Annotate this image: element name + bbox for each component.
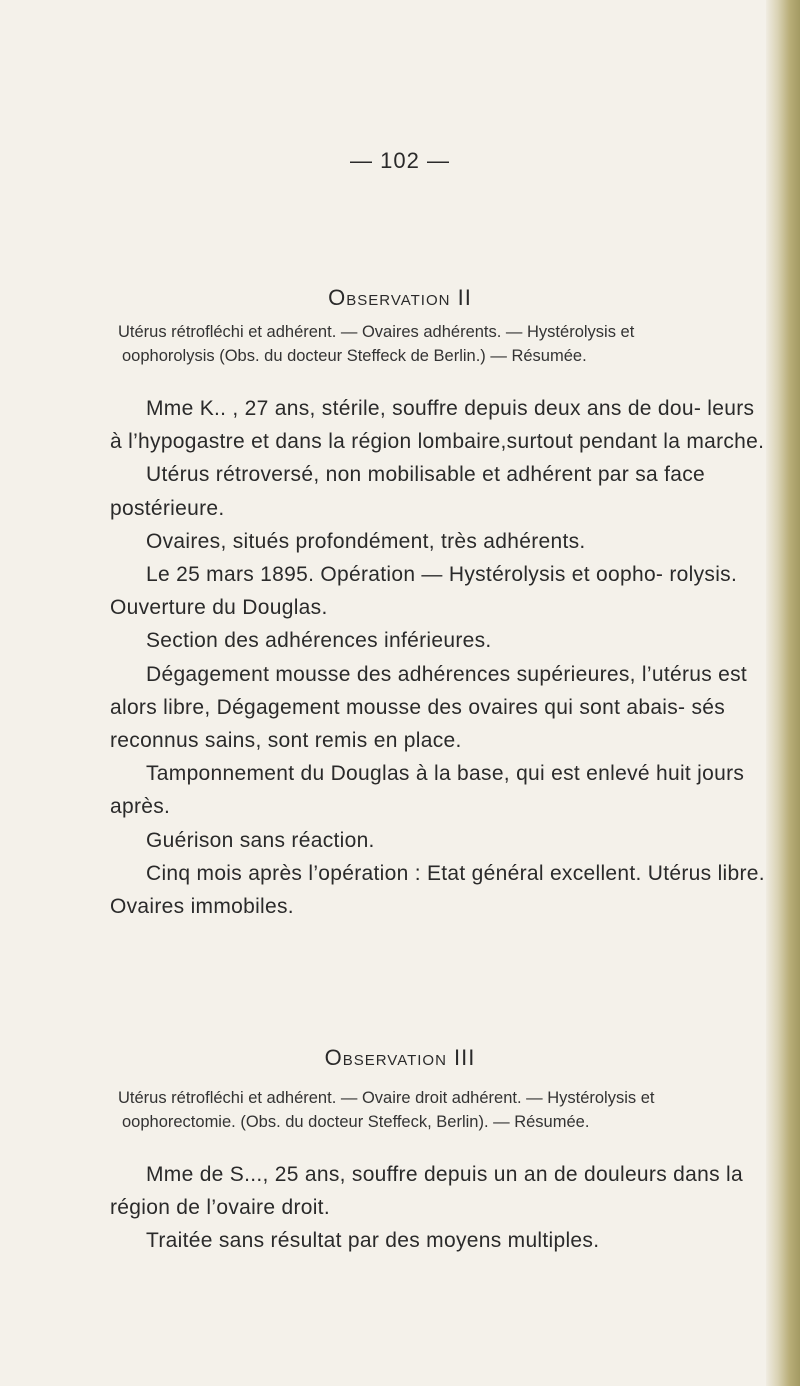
observation-2-summary-line-1: Utérus rétrofléchi et adhérent. — Ovaires adhérents. — Hystérolysis et (118, 323, 635, 341)
paragraph: Traitée sans résultat par des moyens multiples. (146, 1229, 600, 1253)
paragraph: Mme K.. , 27 ans, stérile, souffre depuis deux ans de dou- leurs à l’hypogastre et dans la région lombaire,surtout pendant la marche. (110, 397, 765, 454)
paragraph: Le 25 mars 1895. Opération — Hystérolysis et oopho- rolysis. Ouverture du Douglas. (110, 563, 738, 620)
observation-3-summary (118, 1086, 758, 1134)
paragraph: Section des adhérences inférieures. (146, 629, 492, 653)
observation-3-body (110, 1158, 770, 1258)
paragraph: Dégagement mousse des adhérences supérieures, l’utérus est alors libre, Dégagement mousse des ovaires qui sont abais- sés reconnus sains, sont remis en place. (110, 662, 748, 753)
observation-2-body (110, 392, 770, 923)
observation-3-summary-line-2: oophorectomie. (Obs. du docteur Steffeck, Berlin). — Résumée. (122, 1113, 590, 1131)
observation-3-title: Observation III (324, 1045, 476, 1070)
page-edge-shadow (766, 0, 800, 1386)
paragraph: Cinq mois après l’opération : Etat général excellent. Utérus libre. Ovaires immobiles. (110, 861, 765, 919)
paragraph: Tamponnement du Douglas à la base, qui est enlevé huit jours après. (110, 762, 745, 819)
paragraph: Guérison sans réaction. (146, 828, 375, 852)
observation-2-title: Observation II (328, 285, 472, 310)
observation-2-summary (118, 320, 758, 368)
paragraph: Mme de S..., 25 ans, souffre depuis un an de douleurs dans la région de l’ovaire droit. (110, 1163, 743, 1220)
observation-3-summary-line-1: Utérus rétrofléchi et adhérent. — Ovaire droit adhérent. — Hystérolysis et (118, 1089, 655, 1107)
observation-2-summary-line-2: oophorolysis (Obs. du docteur Steffeck de Berlin.) — Résumée. (122, 347, 587, 365)
page-number: — 102 — (350, 148, 450, 173)
paragraph: Ovaires, situés profondément, très adhérents. (146, 529, 586, 553)
paragraph: Utérus rétroversé, non mobilisable et adhérent par sa face postérieure. (110, 463, 706, 520)
